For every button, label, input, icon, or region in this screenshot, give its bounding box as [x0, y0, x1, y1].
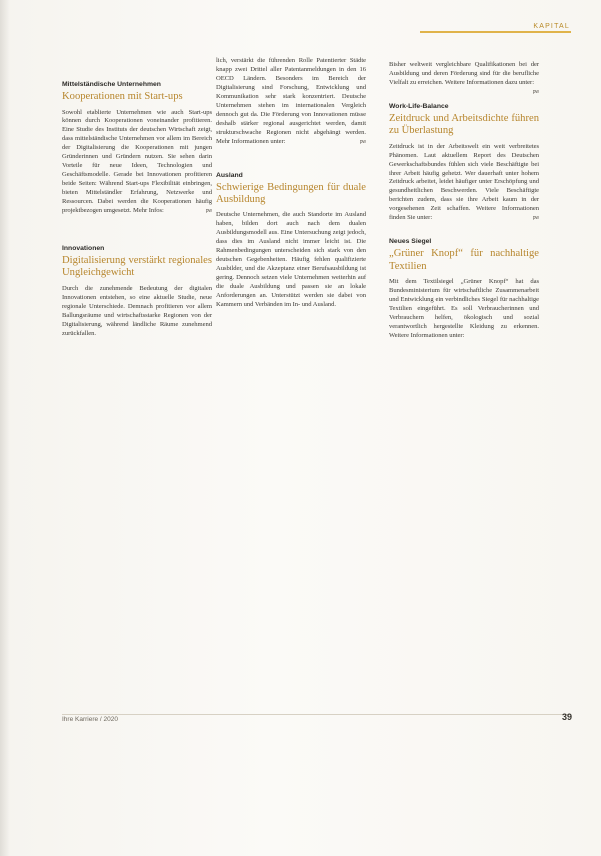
footer-rule [62, 714, 570, 715]
footer-publication: Ihre Karriere / 2020 [62, 716, 119, 723]
article-body-text: Bisher weltweit vergleichbare Qualifikationen bei der Ausbildung und deren Förderung sind für die berufliche Vielfalt zu erreichen. Weitere Informationen dazu unter: [389, 61, 539, 86]
article-headline: „Grüner Knopf“ für nachhaltige Textilien [389, 248, 539, 272]
article-headline: Schwierige Bedingungen für duale Ausbildung [216, 181, 366, 206]
article-work-life-balance [389, 102, 539, 223]
header-rule [420, 31, 571, 33]
article-headline: Kooperationen mit Start-ups [62, 91, 183, 103]
spacer [216, 161, 366, 171]
column-left [62, 80, 212, 352]
article-body [62, 109, 212, 216]
spacer [62, 230, 212, 244]
article-gruener-knopf [389, 237, 539, 340]
article-continuation [216, 57, 366, 147]
article-body [389, 61, 539, 95]
page-fold-shadow [0, 0, 10, 856]
article-kicker: Ausland [216, 171, 243, 179]
article-body: Mit dem Textilsiegel „Grüner Knopf“ hat das Bundesministerium für wirtschaftliche Zusammenarbeit und Entwicklung ein verbindliches Siegel für nachhaltige Textilien eingeführt. Es soll Verbraucherinnen und Verbrauchern helfen, ökologisch und sozial verantwortlich hergestellte Kleidung zu erkennen. Weitere Informationen unter: [389, 278, 539, 339]
column-right [389, 61, 539, 355]
article-kicker: Neues Siegel [389, 238, 432, 246]
article-kicker: Work-Life-Balance [389, 102, 449, 110]
article-author-tag: pw [205, 208, 212, 214]
section-label: KAPITAL [533, 23, 570, 30]
article-body-text: lich, verstärkt die führenden Rolle Patentierter Städte knapp zwei Drittel aller Patentanmeldungen in den 16 OECD Ländern. Besonders im Bereich der Digitalisierung sind Forschung, Entwicklung und Kommunikation sehr stark konzentriert. Deutsche Unternehmen stehen im internationalen Vergleich dennoch gut da. Die Förderung von Innovationen müsse deshalb stärker regional ausgerichtet werden, damit strukturschwache Regionen nicht abgehängt werden. Mehr Informationen unter: [216, 57, 366, 145]
column-middle [216, 57, 366, 324]
article-start-ups [62, 80, 212, 216]
article-top-continuation [389, 61, 539, 95]
article-innovationen [62, 244, 212, 339]
article-kicker: Mittelständische Unternehmen [62, 81, 161, 88]
article-headline: Digitalisierung verstärkt regionales Ungleichgewicht [62, 255, 212, 279]
article-body [389, 143, 539, 224]
article-author-tag: pw [532, 215, 539, 222]
article-body-text: Zeitdruck ist in der Arbeitswelt ein weit verbreitetes Phänomen. Laut aktuellem Report des Deutschen Gewerkschaftsbundes fühlen sich viele Beschäftigte bei ihrer Arbeit häufig gehetzt. Wer dauerhaft unter hohem Zeitdruck arbeitet, leidet häufiger unter Erschöpfung und gesundheitlichen Beschwerden. Viele Beschäftigte berichten zudem, dass sie ihre Arbeit kaum in der vorgesehenen Zeit schaffen. Weitere Informationen finden Sie unter: [389, 142, 539, 222]
article-author-tag: pw [359, 138, 366, 145]
article-kicker: Innovationen [62, 244, 105, 252]
article-body: Deutsche Unternehmen, die auch Standorte im Ausland haben, bilden dort auch nach dem dualen Ausbildungsmodell aus. Eine Untersuchung zeigt jedoch, dass dies im Ausland nicht immer leicht ist. Die Rahmenbedingungen unterscheiden sich stark von den deutschen Gegebenheiten. Häufig fehlen qualifizierte Ausbilder, und die Akzeptanz einer Berufsausbildung ist gering. Dennoch setzen viele Unternehmen weiterhin auf die duale Ausbildung und passen sie an lokale Anforderungen an. Unterstützt werden sie dabei von Kammern und Verbänden im In- und Ausland. [216, 211, 366, 308]
article-headline: Zeitdruck und Arbeitsdichte führen zu Überlastung [389, 113, 539, 137]
article-ausland [216, 171, 366, 310]
page-number: 39 [561, 712, 572, 722]
article-body-text: Sowohl etablierte Unternehmen wie auch Start-ups können durch Kooperationen voneinander profitieren. Eine Studie des Instituts der deutschen Wirtschaft zeigt, dass mittelständische Unternehmen vor allem im Bereich der Digitalisierung die Kooperationen mit jungen Gründerinnen und Gründern nutzen. Sie sehen darin Vorteile für neue Ideen, Technologien und Geschäftsmodelle. Gerade bei Innovationen profitieren beide Seiten: Während Start-ups Flexibilität einbringen, bieten Mittelständler Erfahrung, Netzwerke und Ressourcen. Dabei werden die Kooperationen häufig projektbezogen umgesetzt. Mehr Infos: [62, 108, 212, 214]
article-author-tag: pw [532, 88, 539, 95]
article-body [216, 57, 366, 147]
article-body: Durch die zunehmende Bedeutung der digitalen Innovationen entstehen, so eine aktuelle Studie, neue regionale Unterschiede. Demnach profitieren vor allem Ballungsräume und wirtschaftsstarke Regionen von der Digitalisierung, während ländliche Räume zunehmend zurückfallen. [62, 284, 212, 337]
